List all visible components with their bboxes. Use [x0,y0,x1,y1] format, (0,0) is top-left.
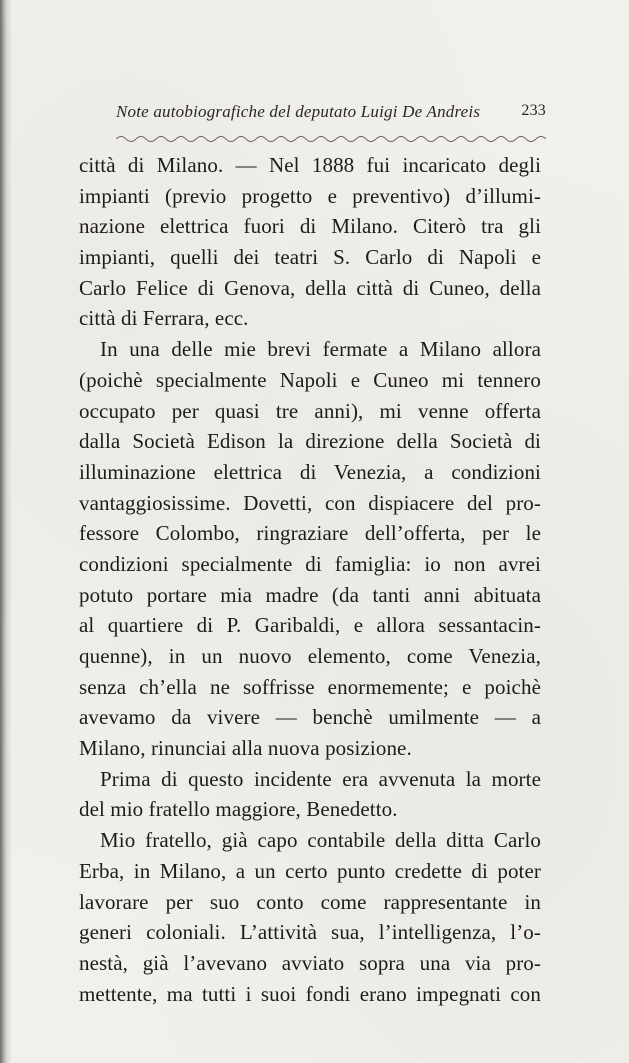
text-line: Erba, in Milano, a un certo punto credette di poter [79,858,541,883]
text-line: dalla Società Edison la direzione della Società di [79,429,541,454]
text-line: fessore Colombo, ringraziare dell’offerta, per le [79,521,541,546]
text-line: città di Ferrara, ecc. [79,306,249,331]
text-line: avevamo da vivere — benchè umilmente — a [79,705,541,730]
text-line: (poichè specialmente Napoli e Cuneo mi tennero [79,367,541,392]
text-line: nazione elettrica fuori di Milano. Citerò tra gli [79,214,541,239]
text-line: occupato per quasi tre anni), mi venne offerta [79,398,541,423]
text-line: senza ch’ella ne soffrisse enormemente; e poichè [79,674,541,699]
text-line: illuminazione elettrica di Venezia, a condizioni [79,459,541,484]
running-head [116,102,546,128]
text-line: Milano, rinunciai alla nuova posizione. [79,736,412,761]
paragraph [79,764,541,825]
text-line: del mio fratello maggiore, Benedetto. [79,797,398,822]
text-line: al quartiere di P. Garibaldi, e allora sessantacin- [79,613,541,638]
body-text [79,150,541,1009]
text-line: Carlo Felice di Genova, della città di Cuneo, della [79,275,541,300]
spine-shadow [0,0,12,1063]
text-line: potuto portare mia madre (da tanti anni abituata [79,582,541,607]
text-line: quenne), in un nuovo elemento, come Venezia, [79,644,541,668]
paragraph [79,825,541,1009]
text-line: impianti (previo progetto e preventivo) d’illumi- [79,183,541,208]
text-line: città di Milano. — Nel 1888 fui incaricato degli [79,153,541,177]
text-line: vantaggiosissime. Dovetti, con dispiacere del pro- [79,490,541,515]
text-line: impianti, quelli dei teatri S. Carlo di Napoli e [79,245,541,270]
running-head-title: Note autobiografiche del deputato Luigi De Andreis [116,102,481,121]
wavy-rule-ornament [116,134,546,144]
text-line: In una delle mie brevi fermate a Milano allora [100,337,541,362]
page-number: 233 [521,102,546,119]
text-line: nestà, già l’avevano avviato sopra una via pro- [79,950,541,975]
text-line: Prima di questo incidente era avvenuta la morte [100,766,541,791]
text-line: Mio fratello, già capo contabile della ditta Carlo [100,828,541,853]
paragraph [79,150,541,334]
text-line: condizioni specialmente di famiglia: io non avrei [79,551,541,576]
text-line: lavorare per suo conto come rappresentante in [79,889,541,914]
text-line: mettente, ma tutti i suoi fondi erano impegnati con [79,981,541,1006]
paragraph [79,334,541,764]
text-line: generi coloniali. L’attività sua, l’intelligenza, l’o- [79,920,541,945]
